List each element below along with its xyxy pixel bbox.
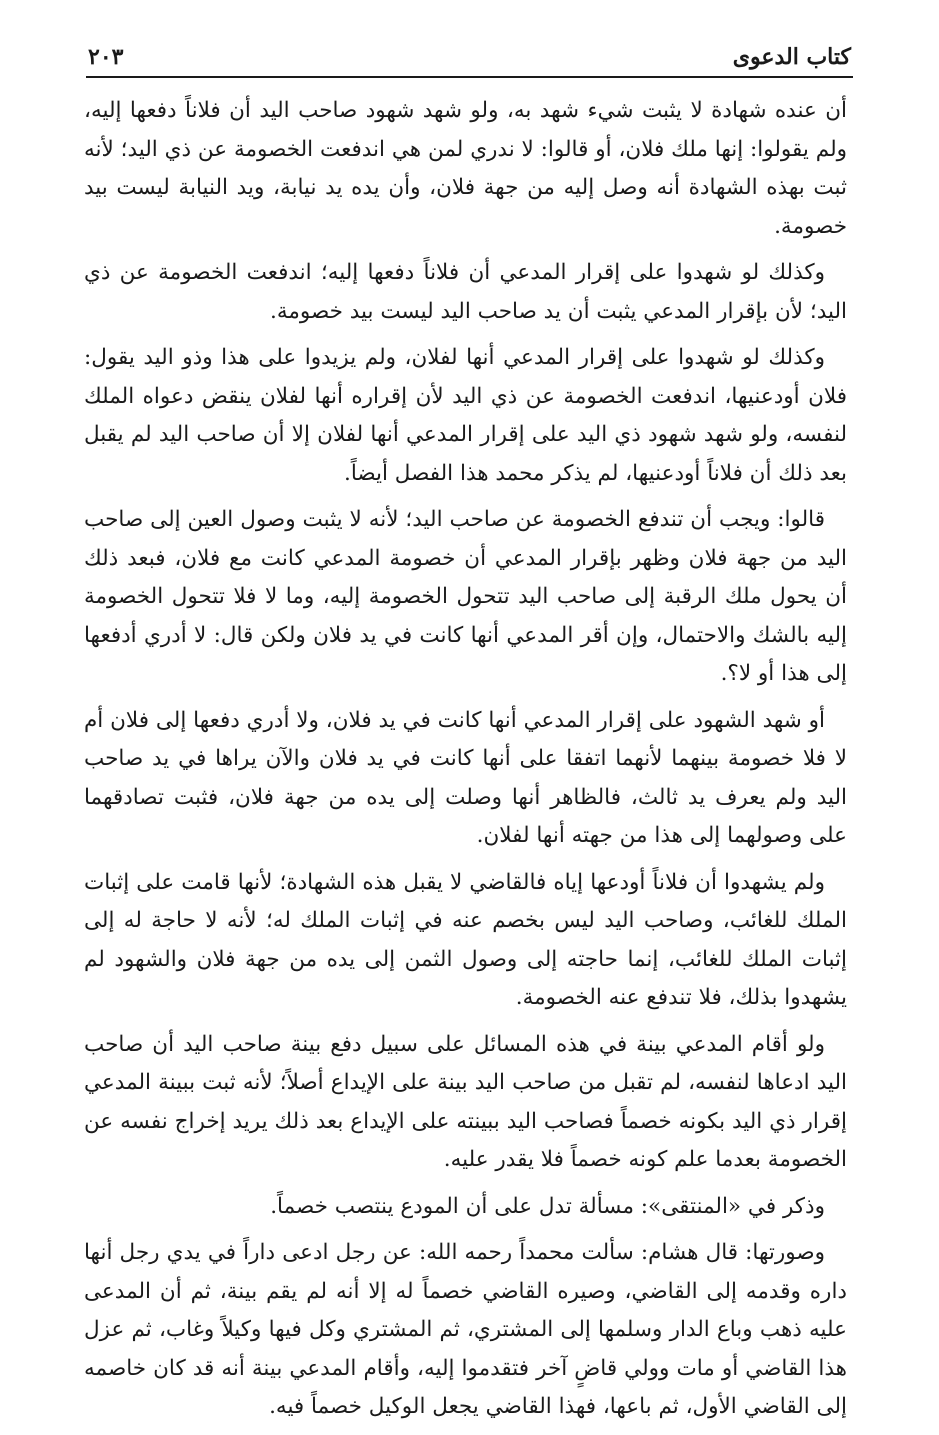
paragraph-2: وكذلك لو شهدوا على إقرار المدعي أن فلاناً دفعها إليه؛ اندفعت الخصومة عن ذي اليد؛ لأن بإقرار المدعي يثبت أن يد صاحب اليد ليست بيد خصومة.	[84, 260, 847, 324]
paragraph-9: وصورتها: قال هشام: سألت محمداً رحمه الله: عن رجل ادعى داراً في يدي رجل أنها داره وقدمه إلى القاضي، وصيره القاضي خصماً له إلا أنه لم يقم بينة، ثم أن المدعى عليه ذهب وباع الدار وسلمها إلى المشتري، ثم المشتري وكل فيها وكيلاً وغاب، ثم عزل هذا القاضي أو مات وولي قاضٍ آخر فتقدموا إليه، وأقام المدعي بينة أنه قد كان خاصمه إلى القاضي الأول، ثم باعها، فهذا القاضي يجعل الوكيل خصماً فيه.	[84, 1240, 847, 1419]
paragraph-7: ولو أقام المدعي بينة في هذه المسائل على سبيل دفع بينة صاحب اليد أن صاحب اليد ادعاها لنفسه، لم تقبل من صاحب اليد بينة على الإيداع أصلاً؛ لأنه ثبت ببينة المدعي إقرار ذي اليد بكونه خصماً فصاحب اليد ببينته على الإيداع بعد ذلك يريد إخراج نفسه عن الخصومة بعدما علم كونه خصماً فلا يقدر عليه.	[84, 1031, 847, 1172]
paragraph-6: ولم يشهدوا أن فلاناً أودعها إياه فالقاضي لا يقبل هذه الشهادة؛ لأنها قامت على إثبات الملك للغائب، وصاحب اليد ليس بخصم عنه في إثبات الملك له؛ لأنه لا حاجة له إلى إثبات الملك للغائب، إنما حاجته إلى وصول الثمن إلى يده من جهة فلان والشهود لم يشهدوا بذلك، فلا تندفع عنه الخصومة.	[84, 869, 847, 1010]
paragraph-3: وكذلك لو شهدوا على إقرار المدعي أنها لفلان، ولم يزيدوا على هذا وذو اليد يقول: فلان أودعنيها، اندفعت الخصومة عن ذي اليد لأن إقراره أنها لفلان ينقض دعواه الملك لنفسه، ولو شهد شهود ذي اليد على إقرار المدعي أنها لفلان إلا أن صاحب اليد لم يقبل بعد ذلك أن فلاناً أودعنيها، لم يذكر محمد هذا الفصل أيضاً.	[84, 345, 847, 486]
page-header	[88, 30, 851, 70]
body-text	[84, 92, 847, 1435]
paragraph-5: أو شهد الشهود على إقرار المدعي أنها كانت في يد فلان، ولا أدري دفعها إلى فلان أم لا فلا خصومة بينهما لأنهما اتفقا على أنها كانت في يد فلان والآن يراها في يد صاحب اليد ولم يعرف يد ثالث، فالظاهر أنها وصلت إلى يده من جهة فلان، فثبت تصادقهما على وصولهما إلى هذا من جهته أنها لفلان.	[84, 707, 847, 848]
paragraph-1: أن عنده شهادة لا يثبت شيء شهد به، ولو شهد شهود صاحب اليد أن فلاناً دفعها إليه، ولم يقولوا: إنها ملك فلان، أو قالوا: لا ندري لمن هي اندفعت الخصومة عن ذي اليد؛ لأنه ثبت بهذه الشهادة أنه وصل إليه من جهة فلان، وأن يده يد نيابة، ويد النيابة ليست بيد خصومة.	[84, 98, 847, 239]
header-rule	[86, 76, 853, 78]
paragraph-4: قالوا: ويجب أن تندفع الخصومة عن صاحب اليد؛ لأنه لا يثبت وصول العين إلى صاحب اليد من جهة فلان وظهر بإقرار المدعي أن خصومة المدعي كانت مع فلان، فبعد ذلك أن يحول ملك الرقبة إلى صاحب اليد تتحول الخصومة إليه، وما لا فلا تتحول الخصومة إليه بالشك والاحتمال، وإن أقر المدعي أنها كانت في يد فلان ولكن قال: لا أدري أدفعها إلى هذا أو لا؟.	[84, 507, 847, 686]
running-title: كتاب الدعوى	[732, 44, 851, 70]
page-number: ٢٠٣	[88, 44, 124, 70]
paragraph-8: وذكر في «المنتقى»: مسألة تدل على أن المودع ينتصب خصماً.	[270, 1193, 825, 1219]
